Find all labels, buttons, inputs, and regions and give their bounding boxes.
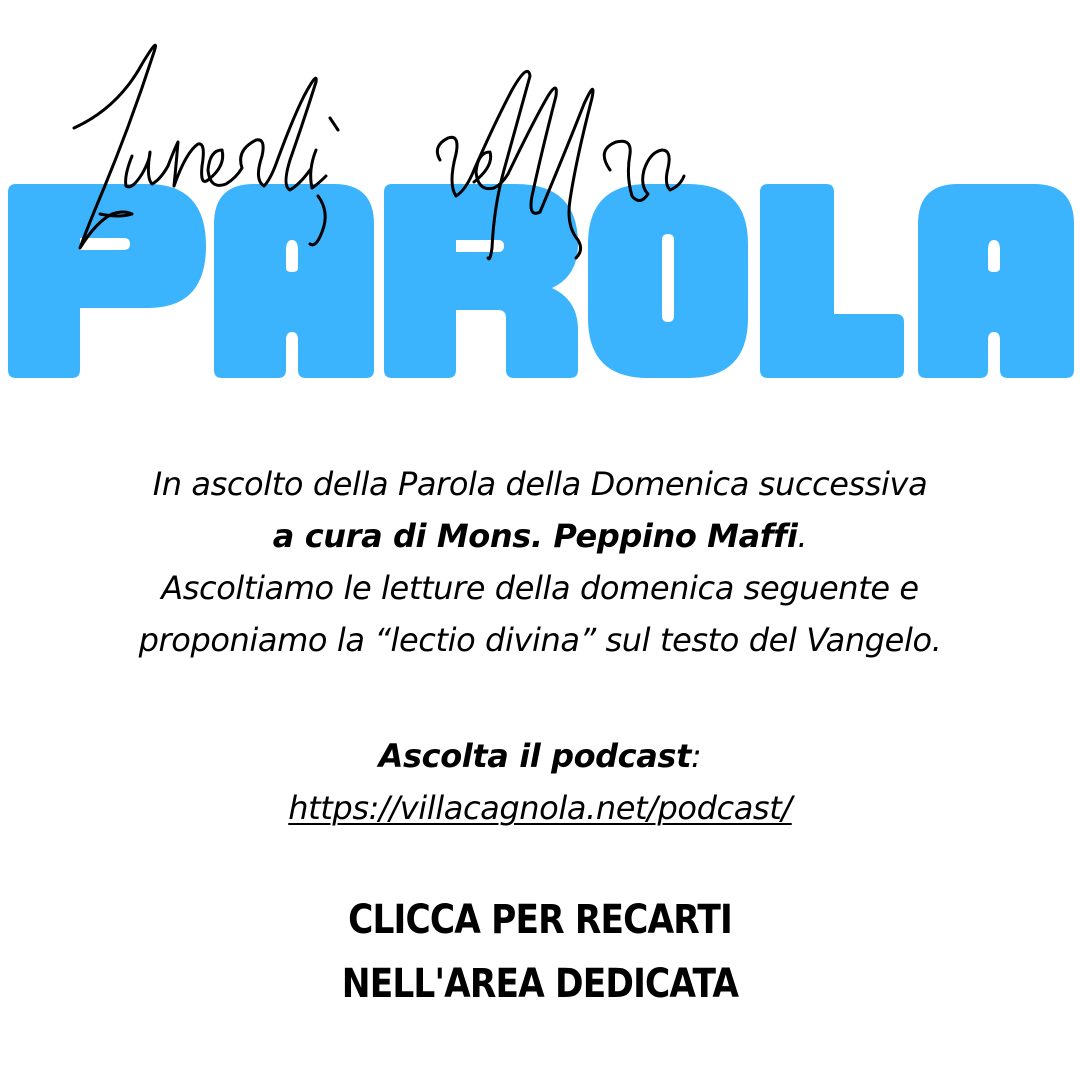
podcast-link[interactable]: https://villacagnola.net/podcast/ bbox=[288, 789, 792, 827]
letter-a-2 bbox=[918, 184, 1074, 378]
letter-r bbox=[384, 184, 578, 378]
intro-line-2-end: . bbox=[797, 517, 808, 555]
cta-line-1[interactable]: CLICCA PER RECARTI bbox=[348, 897, 732, 943]
letter-o bbox=[588, 184, 748, 378]
letter-a-1 bbox=[214, 184, 374, 378]
intro-text bbox=[0, 458, 1080, 666]
podcast-label-bold: Ascolta il podcast bbox=[378, 737, 691, 775]
intro-line-1: In ascolto della Parola della Domenica successiva bbox=[152, 465, 928, 503]
intro-line-3: Ascoltiamo le letture della domenica seguente e bbox=[161, 569, 919, 607]
cta-line-2[interactable]: NELL'AREA DEDICATA bbox=[341, 961, 739, 1007]
podcast-link-line bbox=[0, 782, 1080, 834]
title-graphic bbox=[0, 0, 1080, 400]
curator-credit: a cura di Mons. Peppino Maffi bbox=[272, 517, 798, 555]
intro-line-4: proponiamo la “lectio divina” sul testo del Vangelo. bbox=[138, 621, 942, 659]
podcast-label bbox=[0, 730, 1080, 782]
podcast-section bbox=[0, 730, 1080, 834]
cta-section[interactable] bbox=[76, 888, 1005, 1016]
letter-l bbox=[760, 184, 904, 378]
intro-line-2 bbox=[0, 510, 1080, 562]
letter-p bbox=[8, 184, 206, 378]
podcast-label-end: : bbox=[690, 737, 702, 775]
